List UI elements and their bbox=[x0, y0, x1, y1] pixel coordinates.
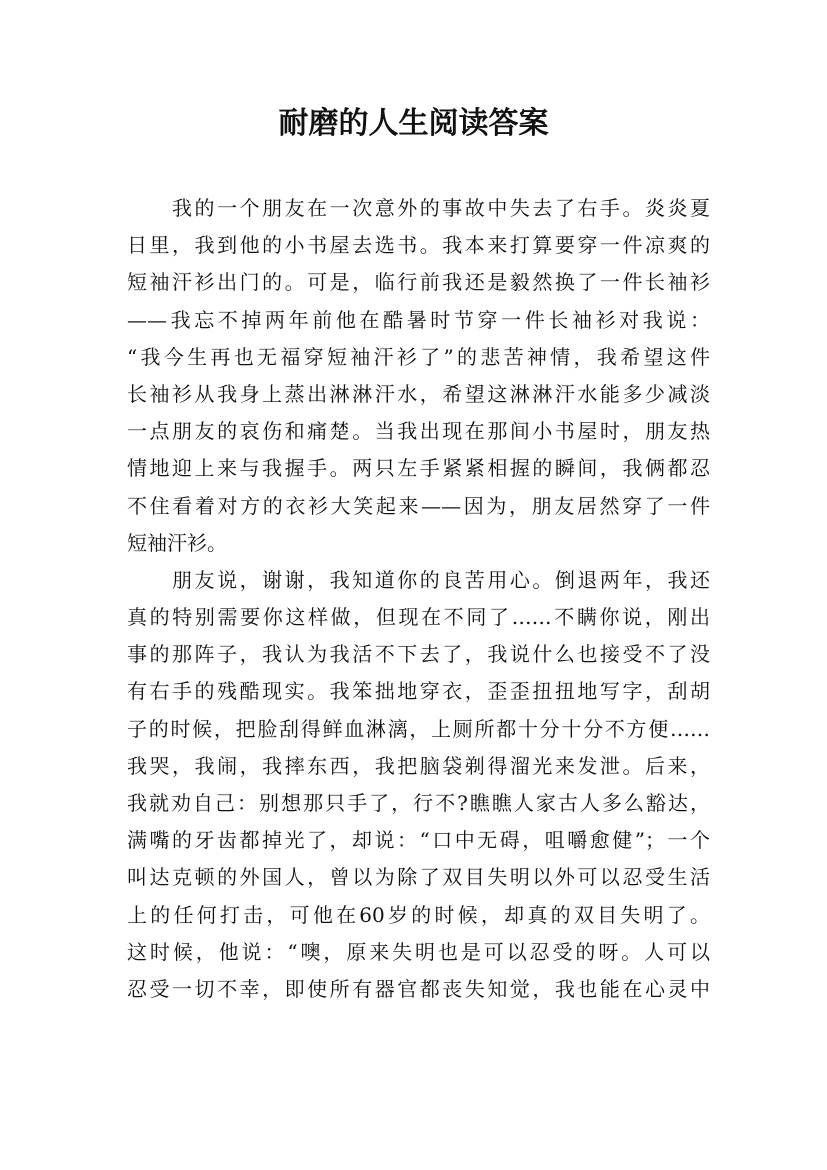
text-line: 我就劝自己：别想那只手了，行不?瞧瞧人家古人多么豁达， bbox=[127, 791, 710, 815]
text-line: 上的任何打击，可他在60岁的时候，却真的双目失明了。 bbox=[127, 902, 710, 927]
text-line: 情地迎上来与我握手。两只左手紧紧相握的瞬间，我俩都忍 bbox=[127, 456, 710, 481]
text-line: 有右手的残酷现实。我笨拙地穿衣，歪歪扭扭地写字，刮胡 bbox=[127, 679, 710, 704]
text-line: 满嘴的牙齿都掉光了，却说：“口中无碍，咀嚼愈健”；一个 bbox=[127, 828, 710, 853]
text-line: 短袖汗衫。 bbox=[127, 530, 227, 555]
text-line: 这时候，他说：“噢，原来失明也是可以忍受的呀。人可以 bbox=[127, 939, 710, 964]
text-line: 真的特别需要你这样做，但现在不同了……不瞒你说，刚出 bbox=[127, 605, 710, 630]
text-line: 长袖衫从我身上蒸出淋淋汗水，希望这淋淋汗水能多少减淡 bbox=[127, 381, 710, 406]
text-line: 不住看着对方的衣衫大笑起来——因为，朋友居然穿了一件 bbox=[127, 493, 710, 518]
text-line: 叫达克顿的外国人，曾以为除了双目失明以外可以忍受生活 bbox=[127, 865, 710, 890]
text-line: 忍受一切不幸，即使所有器官都丧失知觉，我也能在心灵中 bbox=[127, 976, 710, 1001]
text-line: “我今生再也无福穿短袖汗衫了”的悲苦神情，我希望这件 bbox=[127, 344, 710, 369]
text-line: 朋友说，谢谢，我知道你的良苦用心。倒退两年，我还 bbox=[127, 567, 710, 592]
text-line: 事的那阵子，我认为我活不下去了，我说什么也接受不了没 bbox=[127, 642, 710, 667]
text-line: 我的一个朋友在一次意外的事故中失去了右手。炎炎夏 bbox=[127, 196, 710, 220]
text-line: 一点朋友的哀伤和痛楚。当我出现在那间小书屋时，朋友热 bbox=[127, 419, 710, 444]
document-title: 耐磨的人生阅读答案 bbox=[278, 106, 549, 141]
text-line: ——我忘不掉两年前他在酷暑时节穿一件长袖衫对我说： bbox=[127, 307, 710, 332]
document-body bbox=[127, 190, 710, 1008]
text-line: 短袖汗衫出门的。可是，临行前我还是毅然换了一件长袖衫 bbox=[127, 270, 710, 295]
text-line: 我哭，我闹，我摔东西，我把脑袋剃得溜光来发泄。后来， bbox=[127, 753, 710, 778]
text-line: 日里，我到他的小书屋去选书。我本来打算要穿一件凉爽的 bbox=[127, 233, 710, 258]
text-line: 子的时候，把脸刮得鲜血淋漓，上厕所都十分十分不方便…… bbox=[127, 716, 710, 741]
